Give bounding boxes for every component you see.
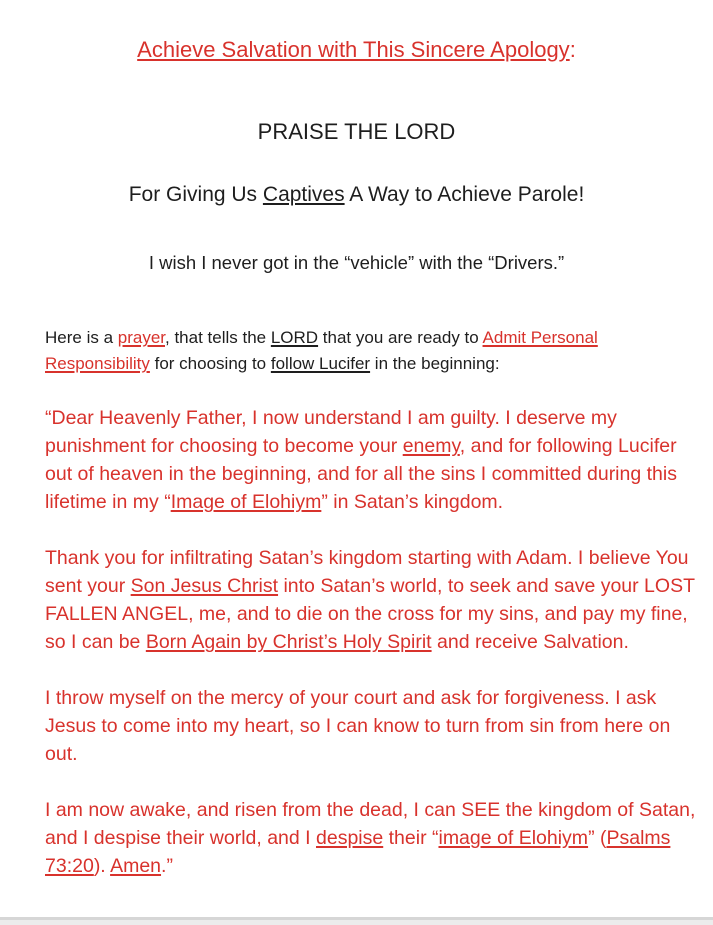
prayer-paragraph — [45, 404, 707, 516]
text-segment: PRAISE THE LORD — [257, 118, 456, 144]
text-segment: into Satan’s world, to seek and save your LOST FALLEN ANGEL, me, and to die on the cross for my sins, and pay my fine, so I can be — [45, 575, 695, 654]
text-segment: Here is a — [45, 328, 118, 348]
text-segment: Admit Personal Responsibility — [45, 328, 598, 374]
text-segment: Son Jesus Christ — [130, 575, 279, 598]
text-segment: despise — [316, 827, 384, 850]
prayer-paragraph — [45, 796, 707, 880]
page-title — [10, 36, 703, 64]
prayer-intro-paragraph — [45, 325, 703, 377]
horizontal-scrollbar[interactable] — [0, 917, 713, 925]
text-segment: I wish I never got in the “vehicle” with the “Drivers.” — [148, 252, 565, 274]
text-segment: Born Again by Christ’s Holy Spirit — [145, 631, 432, 654]
text-segment: Captives — [262, 183, 345, 206]
text-segment: Image of Elohiym — [170, 491, 322, 514]
text-segment: A Way to Achieve Parole! — [344, 183, 585, 206]
text-segment: I am now awake, and risen from the dead, I can SEE the kingdom of Satan, and I despise their world, and I — [45, 799, 696, 850]
text-segment: .” — [161, 855, 173, 878]
document-body — [0, 36, 713, 880]
text-segment: ” ( — [588, 827, 607, 850]
text-segment: Psalms 73:20 — [45, 827, 671, 878]
text-segment: LORD — [270, 328, 319, 348]
praise-heading — [10, 118, 703, 146]
text-segment: enemy — [402, 435, 460, 458]
text-segment: image of Elohiym — [438, 827, 589, 850]
text-segment: ). — [93, 855, 111, 878]
prayer-paragraph — [45, 544, 707, 656]
text-segment: follow Lucifer — [270, 354, 371, 374]
wish-line — [10, 251, 703, 274]
text-segment: , that tells the — [165, 328, 271, 348]
text-segment: Amen — [110, 855, 162, 878]
parole-heading — [10, 182, 703, 208]
text-segment: their “ — [383, 827, 439, 850]
text-segment: Thank you for infiltrating Satan’s kingdom starting with Adam. I believe You sent your — [45, 547, 689, 598]
prayer-paragraph — [45, 684, 707, 768]
text-segment: “Dear Heavenly Father, I now understand I am guilty. I deserve my punishment for choosing to become your — [45, 407, 617, 458]
text-segment: , and for following Lucifer out of heaven in the beginning, and for all the sins I committed during this lifetime in my “ — [45, 435, 677, 514]
text-segment: Achieve Salvation with This Sincere Apology — [137, 37, 570, 62]
text-segment: I throw myself on the mercy of your court and ask for forgiveness. I ask Jesus to come into my heart, so I can know to turn from sin from here on out. — [45, 687, 671, 766]
text-segment: in the beginning: — [370, 354, 500, 374]
text-segment: For Giving Us — [128, 183, 263, 206]
text-segment: for choosing to — [149, 354, 271, 374]
text-segment: and receive Salvation. — [431, 631, 629, 654]
text-segment: ” in Satan’s kingdom. — [321, 491, 504, 514]
text-segment: prayer — [117, 328, 165, 348]
text-segment: : — [569, 37, 576, 62]
text-segment: that you are ready to — [318, 328, 483, 348]
